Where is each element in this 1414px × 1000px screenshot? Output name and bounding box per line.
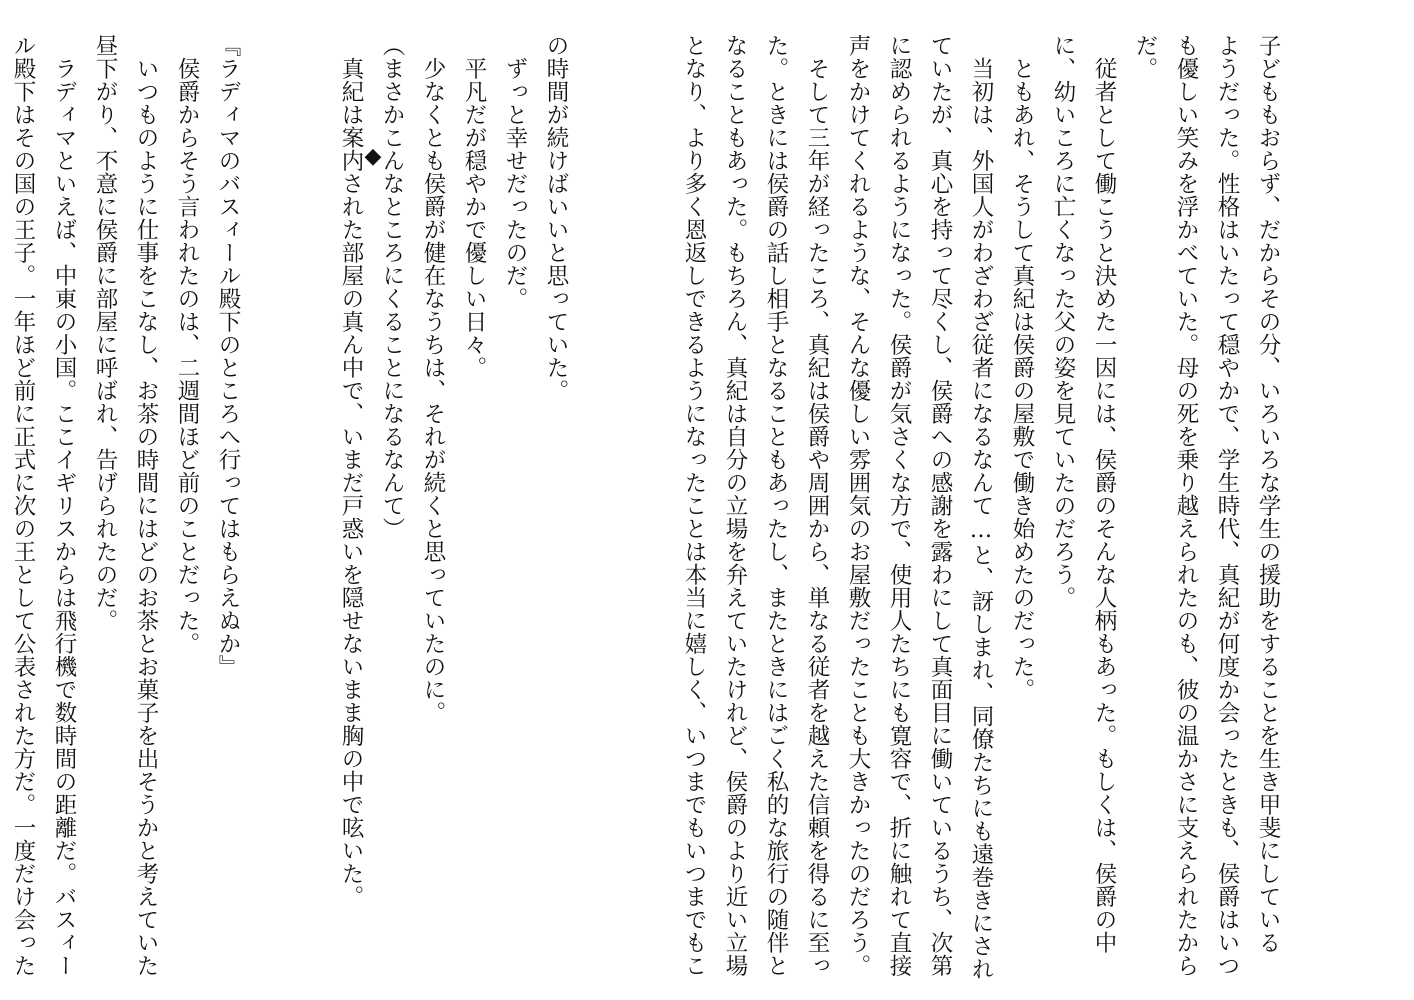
text-line: ラディマといえば、中東の小国。ここイギリスからは飛行機で数時間の距離だ。バスィー (51, 34, 77, 977)
text-line: 平凡だが穏やかで優しい日々。 (461, 34, 487, 379)
text-line: 声をかけてくれるような、そんな優しい雰囲気のお屋敷だったことも大きかったのだろう。 (845, 34, 871, 977)
blank-line (289, 34, 330, 974)
blank-line (248, 34, 289, 974)
text-line: だ。 (1132, 34, 1158, 80)
text-line: に、幼いころに亡くなった父の姿を見ていたのだろう。 (1050, 34, 1076, 609)
text-line: 少なくとも侯爵が健在なうちは、それが続くと思っていたのに。 (420, 34, 446, 724)
left-page-text (10, 34, 658, 977)
text-line: 当初は、外国人がわざわざ従者になるなんて…と、訝しまれ、同僚たちにも遠巻きにされ (968, 34, 994, 981)
text-line: た。ときには侯爵の話し相手となることもあったし、またときにはごく私的な旅行の随伴と (763, 34, 789, 977)
text-line: 侯爵からそう言われたのは、二週間ほど前のことだった。 (174, 34, 200, 655)
text-line: に認められるようになった。侯爵が気さくな方で、使用人たちにも寛容で、折に触れて直接 (886, 34, 912, 977)
right-page (681, 0, 1414, 1000)
text-line: も優しい笑みを浮かべていた。母の死を乗り越えられたのも、彼の温かさに支えられたから (1173, 34, 1199, 977)
text-line: （まさかこんなところにくることになるなんて） (379, 34, 405, 540)
text-line: 『ラディマのバスィール殿下のところへ行ってはもらえぬか』 (215, 34, 241, 678)
text-line: なることもあった。もちろん、真紀は自分の立場を弁えていたけれど、侯爵のより近い立場 (722, 34, 748, 977)
text-line: となり、より多く恩返しできるようになったことは本当に嬉しく、いつまでもいつまでもこ (681, 34, 707, 977)
text-line: ル殿下はその国の王子。一年ほど前に正式に次の王として公表された方だ。一度だけ会った (10, 34, 36, 977)
text-line: 真紀は案内された部屋の真ん中で、いまだ戸惑いを隠せないまま胸の中で呟いた。 (338, 34, 364, 908)
text-line: いつものように仕事をこなし、お茶の時間にはどのお茶とお菓子を出そうかと考えていた (133, 34, 159, 977)
left-page (0, 0, 704, 1000)
text-line: ずっと幸せだったのだ。 (502, 34, 528, 310)
text-line: そして三年が経ったころ、真紀は侯爵や周囲から、単なる従者を越えた信頼を得るに至っ (804, 34, 830, 977)
text-line: ようだった。性格はいたって穏やかで、学生時代、真紀が何度か会ったときも、侯爵はいつ (1214, 34, 1240, 977)
text-line: 昼下がり、不意に侯爵に部屋に呼ばれ、告げられたのだ。 (92, 34, 118, 632)
text-line: ていたが、真心を持って尽くし、侯爵への感謝を露わにして真面目に働いているうち、次第 (927, 34, 953, 977)
text-line: 従者として働こうと決めた一因には、侯爵のそんな人柄もあった。もしくは、侯爵の中 (1091, 34, 1117, 954)
text-line: 子どももおらず、だからその分、いろいろな学生の援助をすることを生き甲斐にしている (1255, 34, 1281, 954)
text-line: ともあれ、そうして真紀は侯爵の屋敷で働き始めたのだった。 (1009, 34, 1035, 701)
text-line: の時間が続けばいいと思っていた。 (543, 34, 569, 402)
right-page-text (681, 34, 1370, 981)
section-separator: ◆ (364, 144, 382, 169)
